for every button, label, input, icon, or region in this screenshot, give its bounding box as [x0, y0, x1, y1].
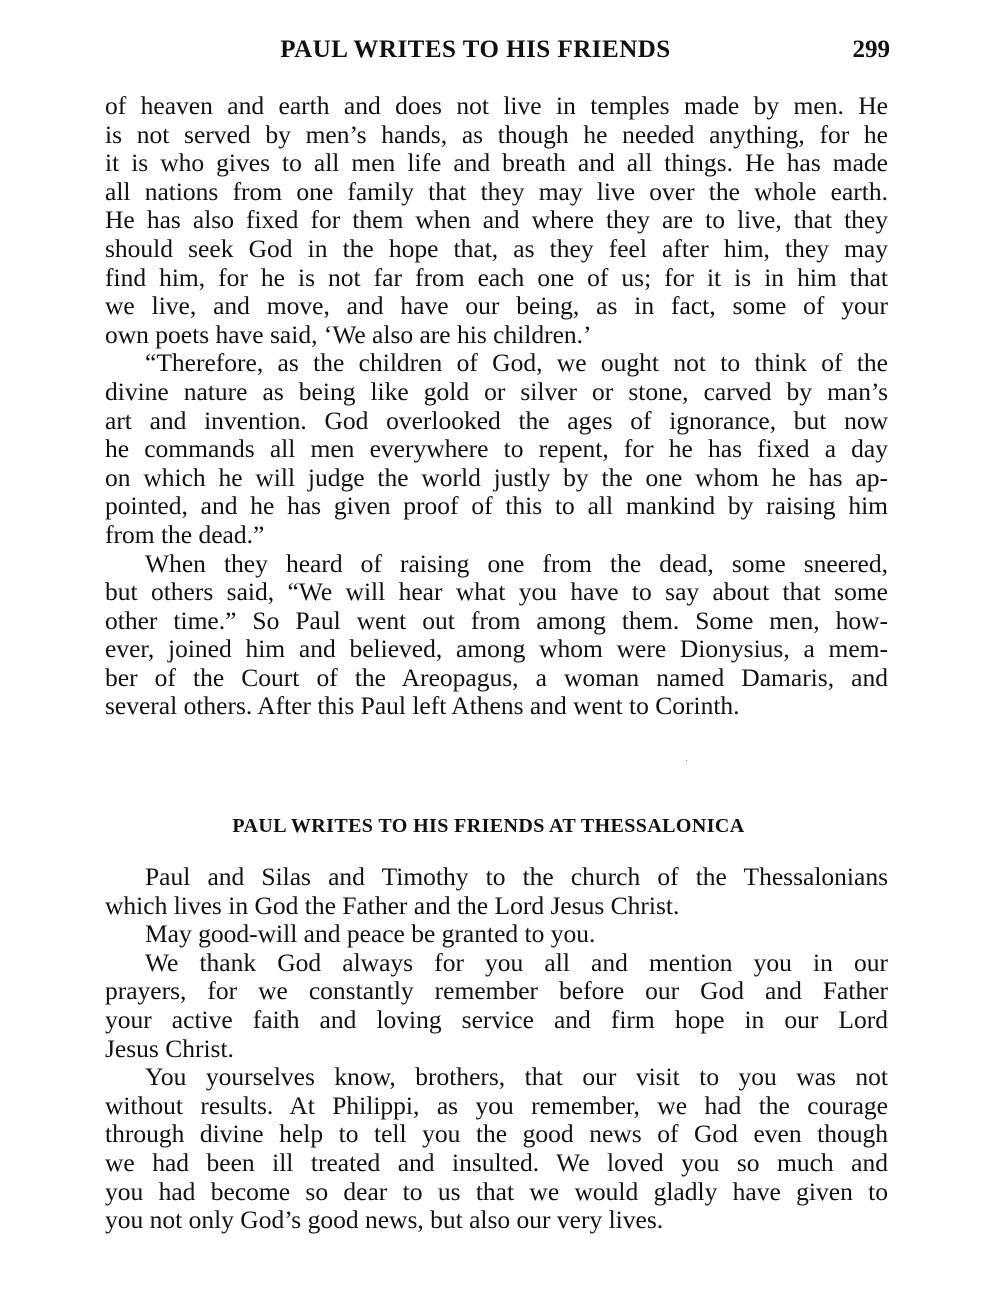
text-line: When they heard of raising one from the dead, some sneered,	[145, 548, 888, 578]
section1-body	[105, 92, 888, 721]
section-heading	[105, 815, 888, 838]
text-line: your active faith and loving service and firm hope in our Lord	[105, 1004, 888, 1034]
text-line: all nations from one family that they may live over the whole earth.	[105, 176, 888, 206]
running-title-text: PAUL WRITES TO HIS FRIENDS	[280, 36, 671, 63]
text-line: He has also fixed for them when and where they are to live, that they	[105, 205, 888, 235]
text-line: is not served by men’s hands, as though he needed anything, for he	[105, 119, 888, 149]
running-title	[105, 36, 890, 64]
paragraph	[105, 349, 888, 549]
scan-speck	[686, 760, 687, 761]
text-line: you had become so dear to us that we would gladly have given to	[105, 1176, 888, 1206]
text-line: you not only God’s good news, but also our very lives.	[105, 1205, 664, 1235]
paragraph	[105, 920, 888, 949]
text-line: we live, and move, and have our being, as in fact, some of your	[105, 291, 888, 321]
text-line: divine nature as being like gold or silver or stone, carved by man’s	[105, 376, 888, 406]
text-line: own poets have said, ‘We also are his children.’	[105, 319, 592, 349]
text-line: ever, joined him and believed, among whom were Dionysius, a mem-	[105, 634, 888, 664]
paragraph	[105, 550, 888, 722]
text-line: he commands all men everywhere to repent, for he has fixed a day	[105, 434, 888, 464]
text-line: other time.” So Paul went out from among them. Some men, how-	[105, 605, 888, 635]
text-line: of heaven and earth and does not live in temples made by men. He	[105, 91, 888, 120]
text-line: but others said, “We will hear what you have to say about that some	[105, 577, 888, 607]
section-heading-text: PAUL WRITES TO HIS FRIENDS AT THESSALONICA	[232, 815, 745, 837]
paragraph	[105, 949, 888, 1063]
paragraph	[105, 1063, 888, 1235]
text-line: should seek God in the hope that, as they feel after him, they may	[105, 233, 888, 263]
text-line: Jesus Christ.	[105, 1033, 234, 1063]
text-line: pointed, and he has given proof of this to all mankind by raising him	[105, 491, 888, 521]
paragraph	[105, 92, 888, 349]
text-line: ber of the Court of the Areopagus, a woman named Damaris, and	[105, 662, 888, 692]
text-line: “Therefore, as the children of God, we ought not to think of the	[145, 348, 888, 378]
text-line: from the dead.”	[105, 519, 265, 549]
paragraph	[105, 863, 888, 920]
text-line: it is who gives to all men life and breath and all things. He has made	[105, 148, 888, 178]
text-line: prayers, for we constantly remember before our God and Father	[105, 976, 888, 1006]
text-line: art and invention. God overlooked the ages of ignorance, but now	[105, 405, 888, 435]
section2-body	[105, 863, 888, 1235]
text-line: which lives in God the Father and the Lord Jesus Christ.	[105, 890, 680, 920]
text-line: We thank God always for you all and mention you in our	[145, 947, 888, 977]
page-number: 299	[852, 36, 890, 63]
text-line: we had been ill treated and insulted. We loved you so much and	[105, 1147, 888, 1177]
running-head	[105, 36, 890, 70]
text-line: without results. At Philippi, as you remember, we had the courage	[105, 1090, 888, 1120]
text-line: on which he will judge the world justly by the one whom he has ap-	[105, 462, 888, 492]
text-line: find him, for he is not far from each one of us; for it is in him that	[105, 262, 888, 292]
text-line: You yourselves know, brothers, that our visit to you was not	[145, 1062, 888, 1092]
text-line: through divine help to tell you the good news of God even though	[105, 1119, 888, 1149]
text-line: May good-will and peace be granted to you.	[145, 919, 596, 949]
text-line: Paul and Silas and Timothy to the church of the Thessalonians	[145, 862, 888, 891]
text-line: several others. After this Paul left Athens and went to Corinth.	[105, 691, 740, 721]
